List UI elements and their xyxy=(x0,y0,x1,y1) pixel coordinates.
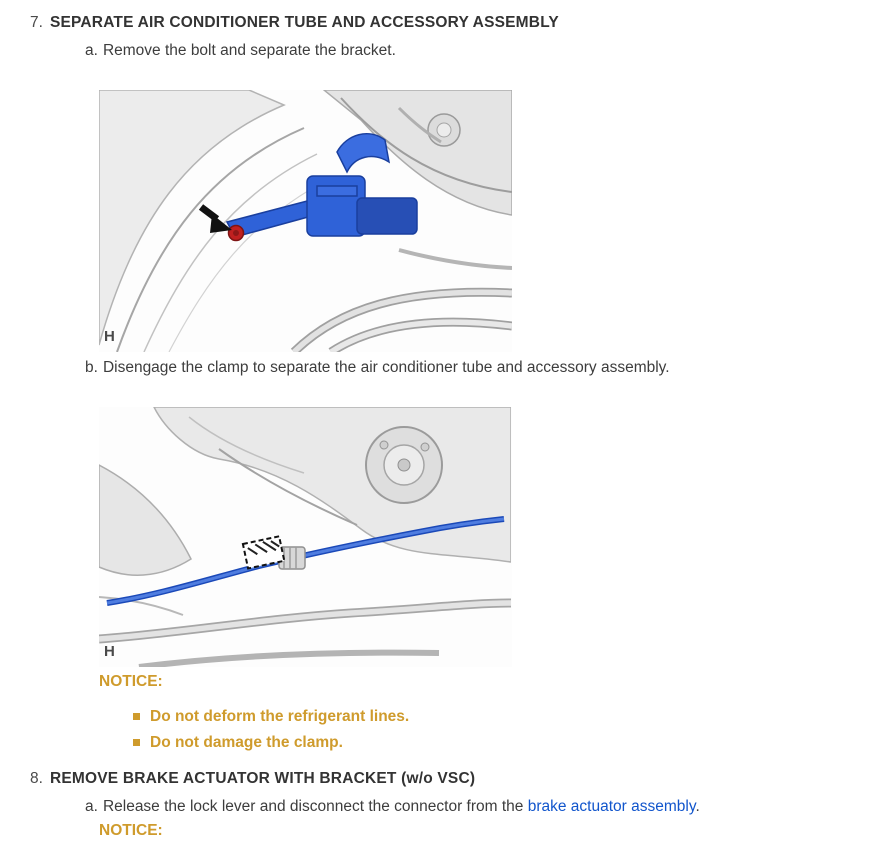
step-7-heading xyxy=(30,14,846,32)
step-8-heading xyxy=(30,770,846,788)
substep-text: Release the lock lever and disconnect the connector from the xyxy=(102,797,528,815)
square-bullet-icon xyxy=(133,739,140,746)
step-7-section xyxy=(30,14,846,752)
figure-clamp-tube xyxy=(99,407,512,667)
engine-bay-illustration xyxy=(99,407,511,667)
notice-label: NOTICE: xyxy=(99,672,163,690)
notice-text: Do not damage the clamp. xyxy=(150,733,343,751)
figure-bolt-bracket xyxy=(99,90,512,352)
step-number: 8. xyxy=(30,769,43,787)
substep-label: a. xyxy=(85,42,98,59)
substep-text: Disengage the clamp to separate the air conditioner tube and accessory assembly. xyxy=(102,358,670,376)
step-number: 7. xyxy=(30,14,43,31)
substep-text: . xyxy=(695,797,700,815)
notice-item xyxy=(133,708,846,726)
step-title: REMOVE BRAKE ACTUATOR WITH BRACKET (w/o VSC) xyxy=(49,769,476,787)
substep-7a xyxy=(85,41,846,62)
figure-label: H xyxy=(104,327,115,345)
step-title: SEPARATE AIR CONDITIONER TUBE AND ACCESSORY ASSEMBLY xyxy=(49,14,559,31)
square-bullet-icon xyxy=(133,713,140,720)
substep-text: Remove the bolt and separate the bracket. xyxy=(102,42,396,59)
substep-8a xyxy=(85,797,846,818)
engine-bay-illustration xyxy=(99,90,512,352)
substep-label: b. xyxy=(85,358,98,376)
substep-7b xyxy=(85,358,846,379)
notice-text: Do not deform the refrigerant lines. xyxy=(150,707,410,725)
brake-actuator-assembly-link[interactable]: brake actuator assembly xyxy=(527,797,696,815)
notice-item xyxy=(133,734,846,752)
notice-label: NOTICE: xyxy=(99,821,163,839)
step-8-section xyxy=(30,770,846,840)
substep-label: a. xyxy=(85,797,98,815)
figure-label: H xyxy=(104,642,115,660)
notice-list xyxy=(133,708,846,752)
